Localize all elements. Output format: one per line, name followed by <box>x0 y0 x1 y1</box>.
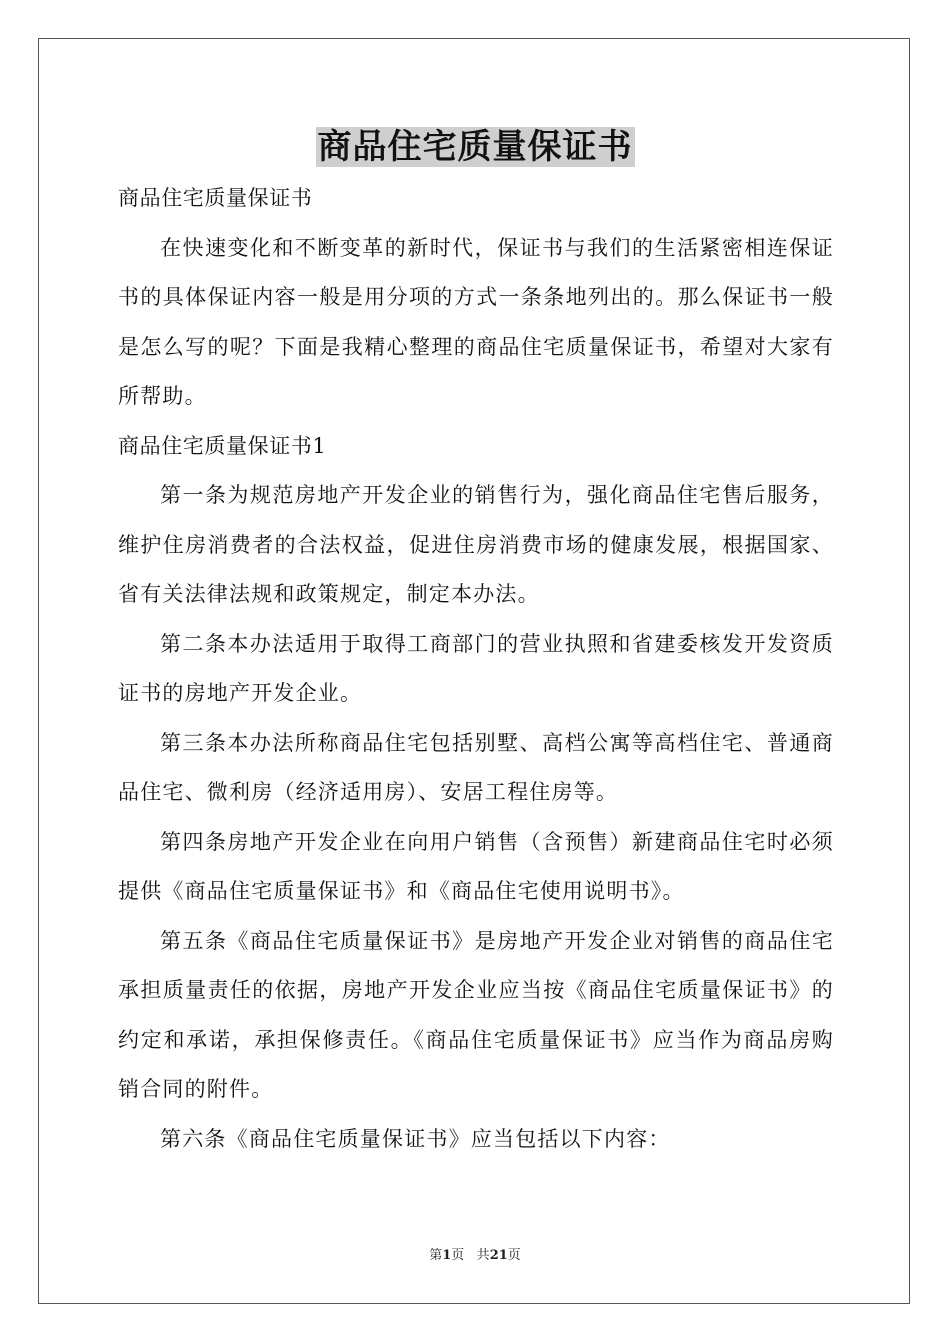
page-prefix: 第 <box>429 1248 443 1263</box>
section-title: 商品住宅质量保证书1 <box>118 433 327 458</box>
intro-paragraph: 在快速变化和不断变革的新时代，保证书与我们的生活紧密相连保证书的具体保证内容一般是用分项的方式一条条地列出的。那么保证书一般是怎么写的呢？下面是我精心整理的商品住宅质量保证书，希望对大家有所帮助。 <box>118 235 834 408</box>
document-heading: 商品住宅质量保证书 <box>118 186 313 210</box>
article-3: 第三条本办法所称商品住宅包括别墅、高档公寓等高档住宅、普通商品住宅、微利房（经济适用房）、安居工程住房等。 <box>118 730 834 804</box>
document-title <box>0 124 950 170</box>
page-footer <box>0 1246 950 1266</box>
page-suffix: 页 <box>451 1248 465 1263</box>
total-suffix: 页 <box>507 1248 521 1263</box>
document-title-text: 商品住宅质量保证书 <box>317 127 633 167</box>
article-5: 第五条《商品住宅质量保证书》是房地产开发企业对销售的商品住宅承担质量责任的依据，房地产开发企业应当按《商品住宅质量保证书》的约定和承诺，承担保修责任。《商品住宅质量保证书》应当作为商品房购销合同的附件。 <box>118 928 834 1101</box>
article-2: 第二条本办法适用于取得工商部门的营业执照和省建委核发开发资质证书的房地产开发企业。 <box>118 631 834 705</box>
article-6: 第六条《商品住宅质量保证书》应当包括以下内容： <box>160 1126 671 1151</box>
document-body <box>118 174 834 1164</box>
article-4: 第四条房地产开发企业在向用户销售（含预售）新建商品住宅时必须提供《商品住宅质量保证书》和《商品住宅使用说明书》。 <box>118 829 834 903</box>
article-1: 第一条为规范房地产开发企业的销售行为，强化商品住宅售后服务，维护住房消费者的合法权益，促进住房消费市场的健康发展，根据国家、省有关法律法规和政策规定，制定本办法。 <box>118 483 834 606</box>
page-number: 1 <box>442 1248 452 1263</box>
total-pages: 21 <box>489 1248 508 1263</box>
total-prefix: 共 <box>476 1248 490 1263</box>
